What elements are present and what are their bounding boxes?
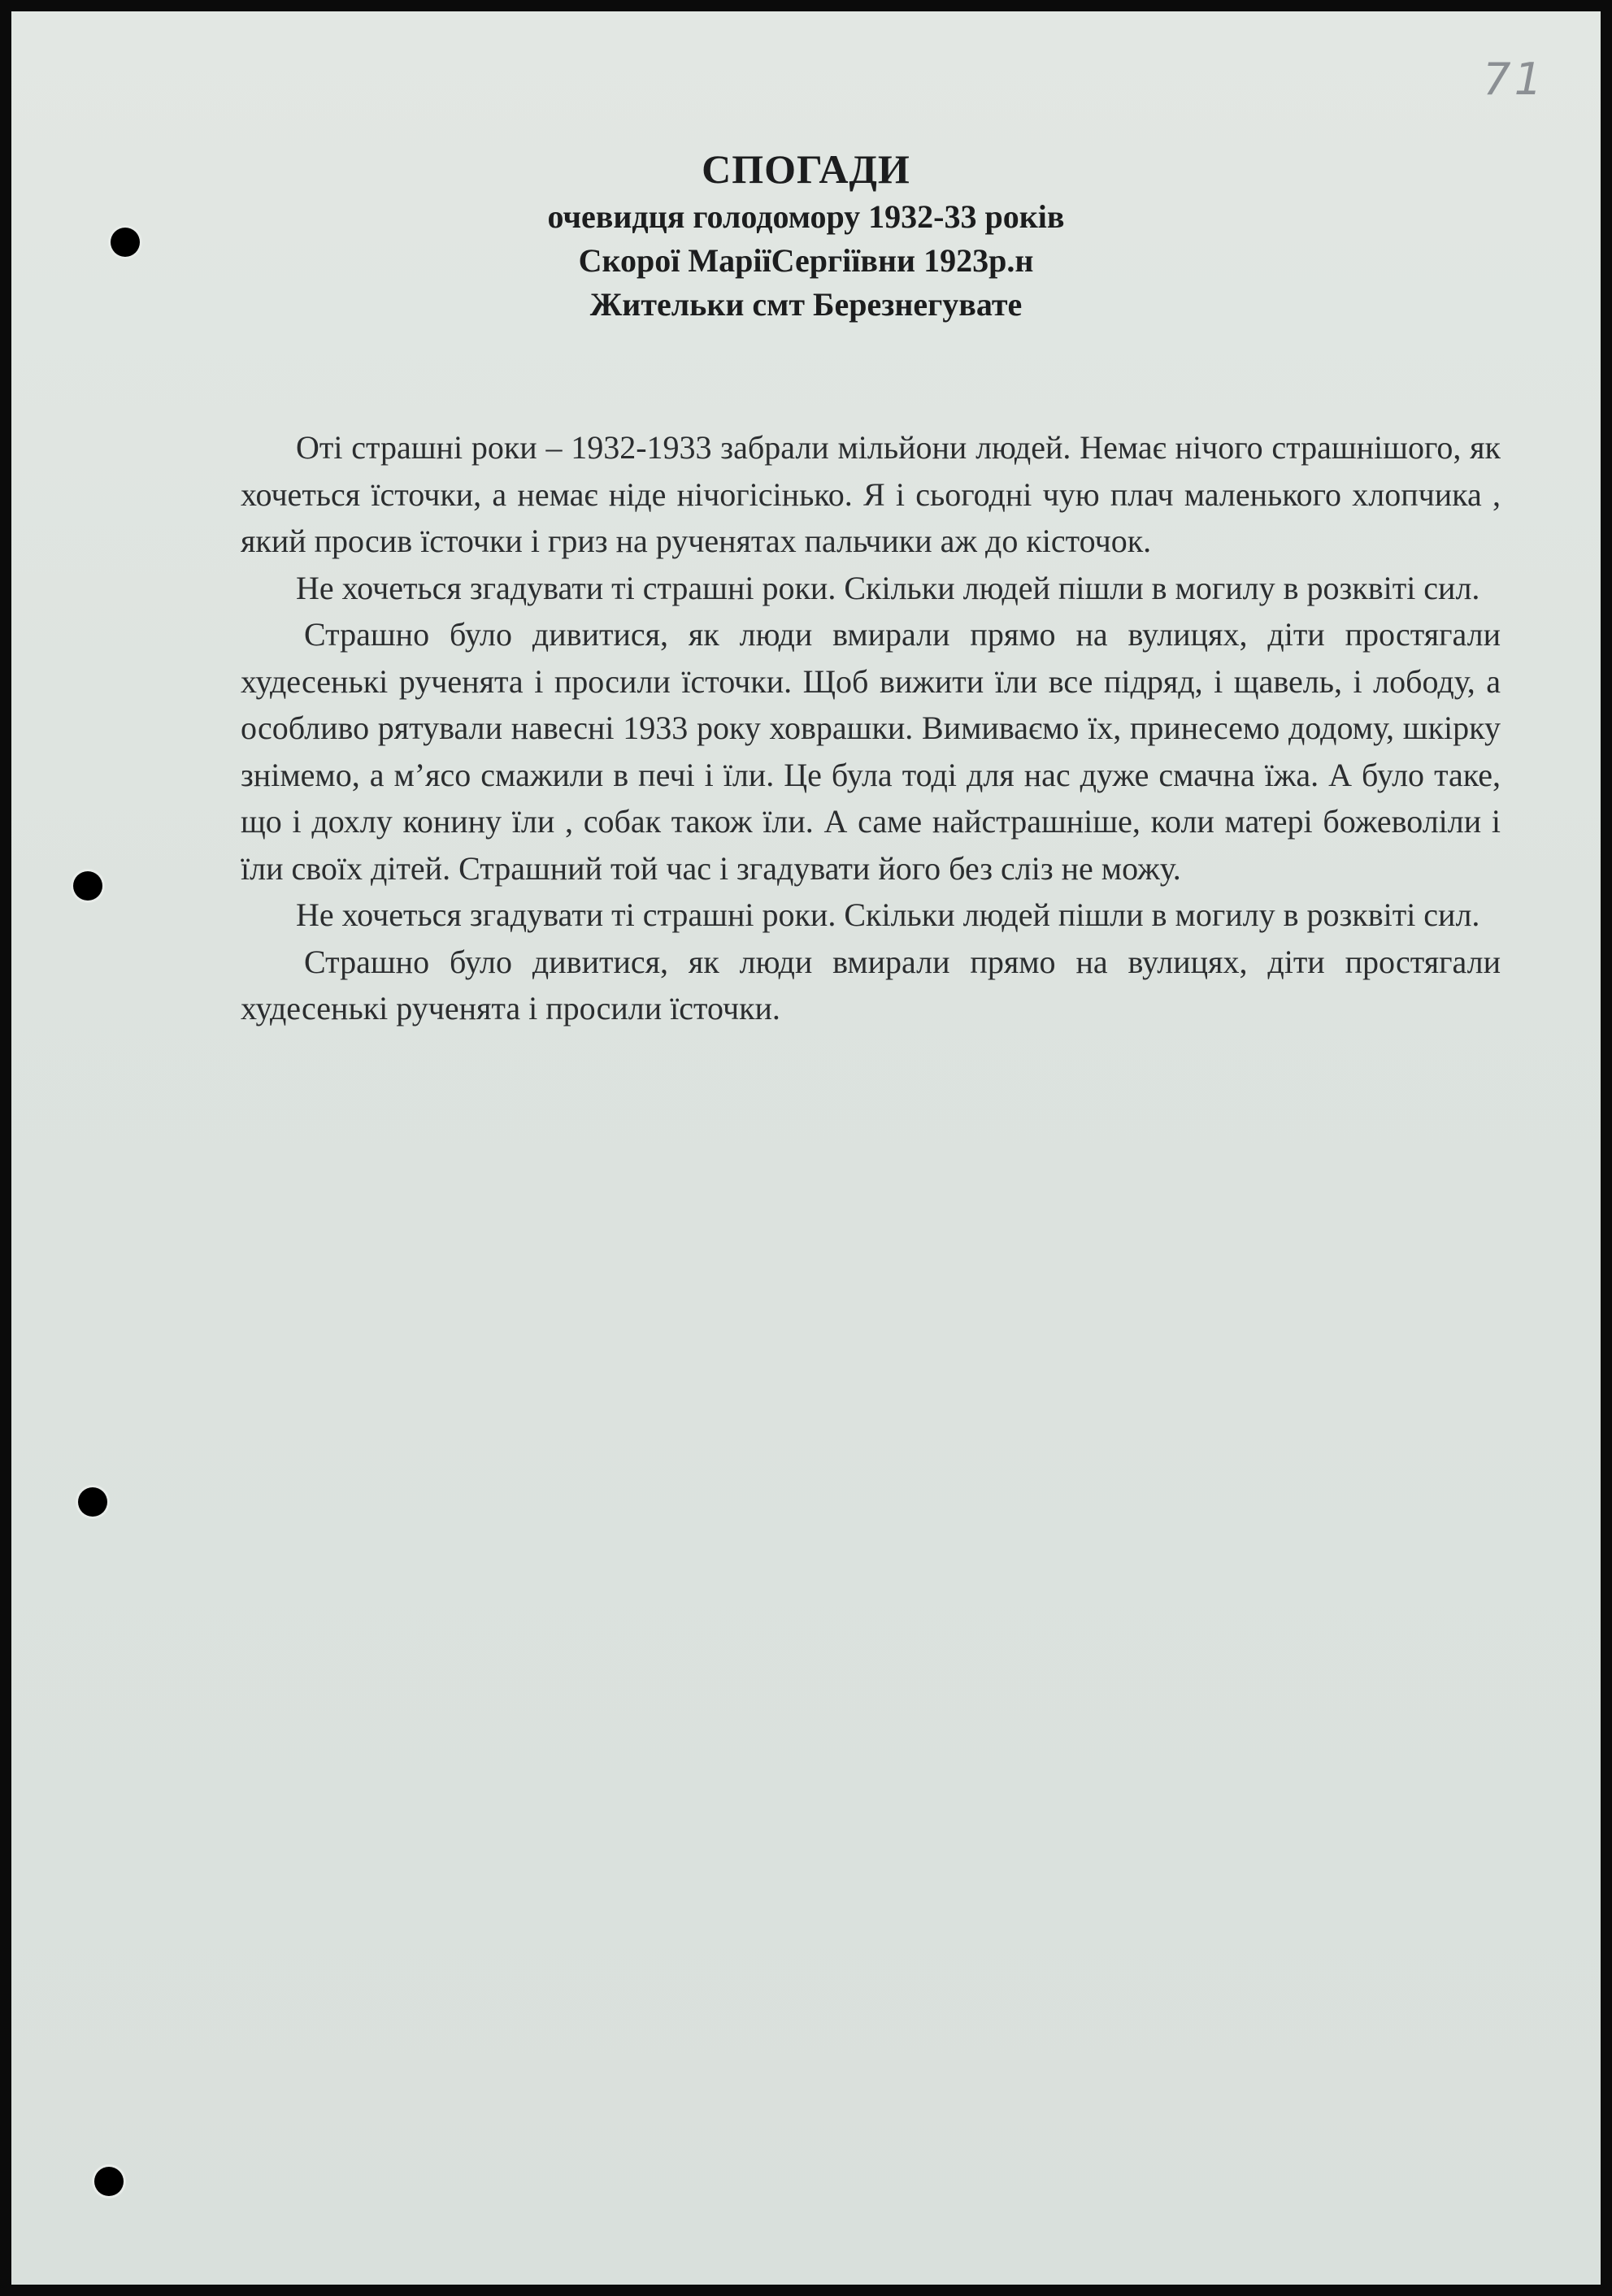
author-name: Скорої МаріїСергіївни 1923р.н xyxy=(578,242,1034,279)
document-header xyxy=(11,143,1601,327)
handwritten-page-number: 71 xyxy=(1483,54,1545,105)
document-body xyxy=(241,424,1501,1032)
paragraph: Не хочеться згадувати ті страшні роки. Скільки людей пішли в могилу в розквіті сил. xyxy=(296,896,1480,933)
punch-hole-2 xyxy=(73,871,102,901)
punch-hole-4 xyxy=(94,2167,124,2196)
punch-hole-3 xyxy=(78,1487,107,1517)
paragraph: Страшно було дивитися, як люди вмирали прямо на вулицях, діти простягали худесенькі рученята і просили їсточки. Щоб вижити їли все підряд, і щавель, і лободу, а особливо рятували навесні 1933 року ховрашки. Вимиваємо їх, принесемо додому, шкірку знімемо, а м’ясо смажили в печі і їли. Це була тоді для нас дуже смачна їжа. А було таке, що і дохлу конину їли , собак також їли. А саме найстрашніше, коли матері божеволіли і їли своїх дітей. Страшний той час і згадувати його без сліз не можу. xyxy=(241,616,1501,887)
paragraph: Оті страшні роки – 1932-1933 забрали мільйони людей. Немає нічого страшнішого, як хочеться їсточки, а немає ніде нічогісінько. Я і сьогодні чую плач маленького хлопчика , який просив їсточки і гриз на рученятах пальчики аж до кісточок. xyxy=(241,429,1501,559)
paragraph: Не хочеться згадувати ті страшні роки. Скільки людей пішли в могилу в розквіті сил. xyxy=(296,569,1480,606)
document-page xyxy=(11,11,1601,2285)
paragraph: Страшно було дивитися, як люди вмирали прямо на вулицях, діти простягали худесенькі рученята і просили їсточки. xyxy=(241,943,1501,1026)
document-title: СПОГАДИ xyxy=(702,146,910,192)
document-subtitle: очевидця голодомору 1932-33 років xyxy=(547,198,1065,235)
author-residence: Жительки смт Березнегувате xyxy=(589,286,1023,323)
